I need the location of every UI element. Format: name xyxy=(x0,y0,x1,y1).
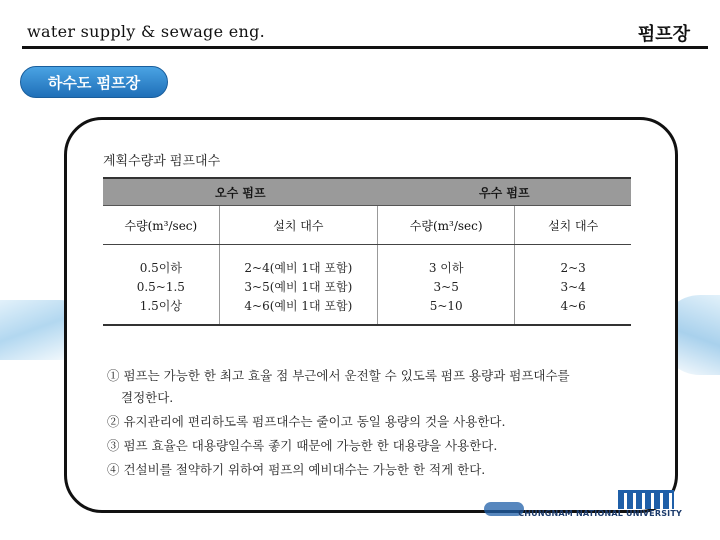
design-notes xyxy=(107,364,667,482)
note-item: ③ 펌프 효율은 대용량일수록 좋기 때문에 가능한 한 대용량을 사용한다. xyxy=(107,438,498,453)
table-cell: 2~3 xyxy=(560,261,586,275)
table-row xyxy=(103,278,631,297)
table-group-header-row xyxy=(103,178,631,206)
course-title: water supply & sewage eng. xyxy=(27,22,266,41)
sub-header-units: 설치 대수 xyxy=(219,206,377,245)
table-row xyxy=(103,297,631,325)
table-cell: 3~5 xyxy=(378,278,515,297)
sub-header-flow: 수량(m³/sec) xyxy=(378,206,515,245)
table-cell: 2~4(예비 1대 포함) xyxy=(219,245,377,279)
table-cell: 3 이하 xyxy=(378,245,515,279)
table-cell: 3~5(예비 1대 포함) xyxy=(219,278,377,297)
note-item: ④ 건설비를 절약하기 위하여 펌프의 예비대수는 가능한 한 적게 한다. xyxy=(107,462,486,477)
table-cell: 4~6 xyxy=(515,297,631,325)
table-row xyxy=(103,245,631,279)
sub-header-flow: 수량(m³/sec) xyxy=(103,206,219,245)
pump-count-table xyxy=(103,177,631,326)
note-item-continuation: 결정한다. xyxy=(121,390,174,405)
table-title: 계획수량과 펌프대수 xyxy=(103,154,221,169)
table-cell: 5~10 xyxy=(378,297,515,325)
table-cell: 0.5이하 xyxy=(103,245,219,279)
note-item: ② 유지관리에 편리하도록 펌프대수는 줄이고 동일 용량의 것을 사용한다. xyxy=(107,414,506,429)
note-item: ① 펌프는 가능한 한 최고 효율 점 부근에서 운전할 수 있도록 펌프 용량과 펌프대수를 xyxy=(107,368,570,383)
sub-header-units: 설치 대수 xyxy=(515,206,631,245)
section-badge: 하수도 펌프장 xyxy=(20,66,168,98)
table-cell: 3~4 xyxy=(560,280,586,294)
university-name: CHUNGNAM NATIONAL UNIVERSITY xyxy=(518,509,682,518)
university-logo xyxy=(484,490,684,522)
header-divider xyxy=(22,46,708,49)
group-header-storm-pump: 우수 펌프 xyxy=(378,178,631,206)
logo-emblem-icon xyxy=(618,490,674,509)
table-cell: 0.5~1.5 xyxy=(103,278,219,297)
table-cell: 1.5이상 xyxy=(103,297,219,325)
slide-topic: 펌프장 xyxy=(637,24,690,45)
group-header-sewage-pump: 오수 펌프 xyxy=(103,178,378,206)
table-cell: 4~6(예비 1대 포함) xyxy=(219,297,377,325)
table-sub-header-row xyxy=(103,206,631,245)
